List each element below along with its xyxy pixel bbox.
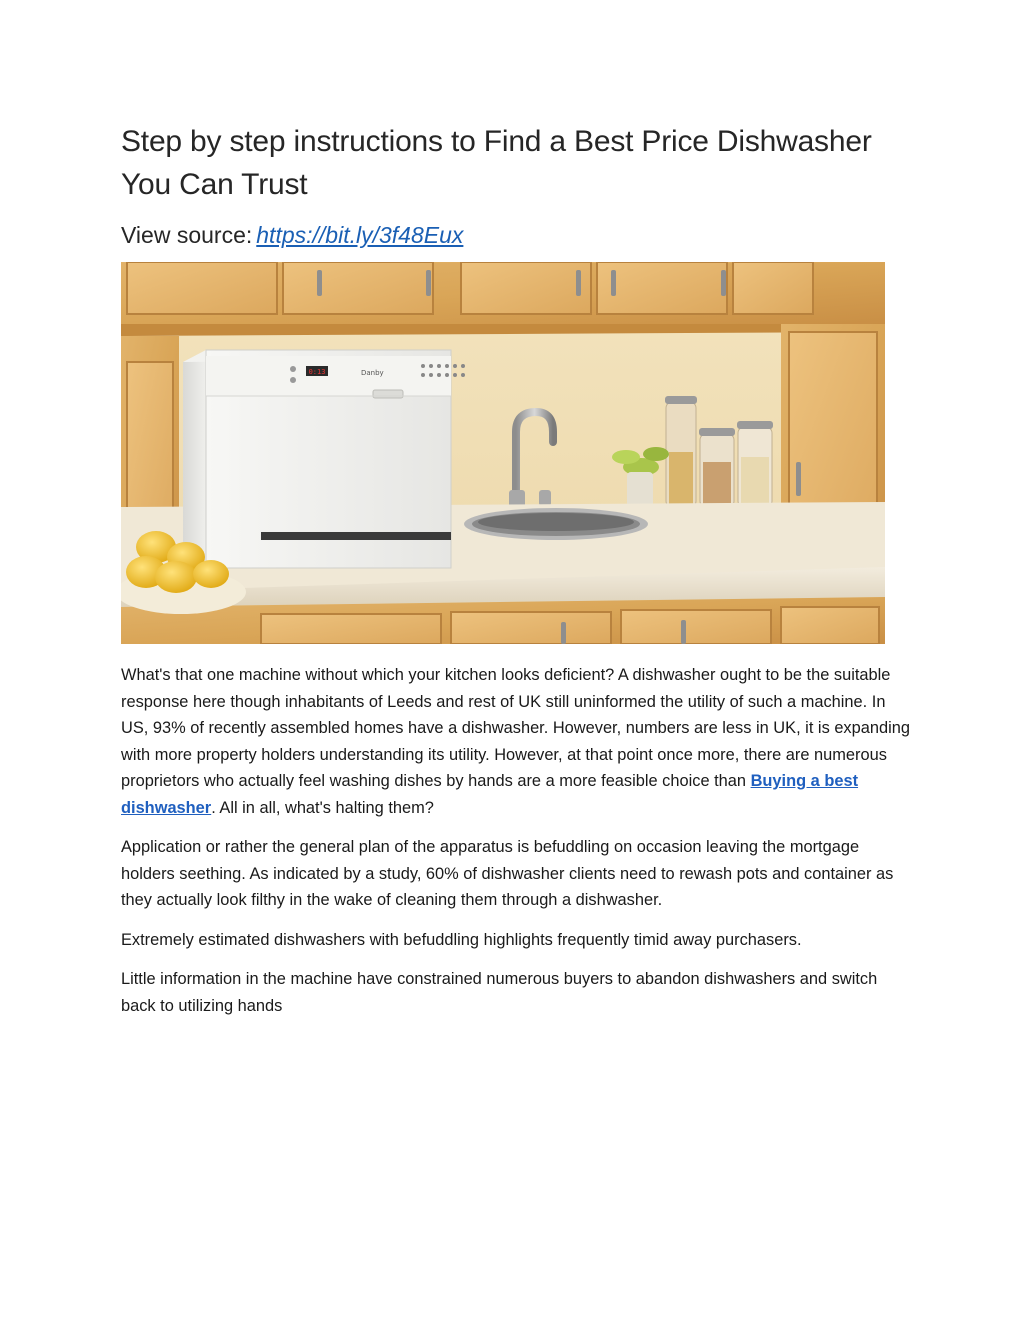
document-page (121, 120, 911, 1032)
source-line (121, 220, 911, 250)
paragraph-2: Application or rather the general plan of the apparatus is befuddling on occasion leaving the mortgage holders seething. As indicated by a study, 60% of dishwasher clients need to rewash pots and container as they actually look filthy in the wake of cleaning them through a dishwasher. (121, 838, 894, 909)
paragraph-4: Little information in the machine have constrained numerous buyers to abandon dishwashers and switch back to utilizing hands (121, 970, 878, 1015)
page-title: Step by step instructions to Find a Best Price Dishwasher You Can Trust (121, 125, 872, 201)
paragraph-1-text-before: What's that one machine without which your kitchen looks deficient? A dishwasher ought to be the suitable response here though inhabitants of Leeds and rest of UK still uninformed the utility of such a machine. In US, 93% of recently assembled homes have a dishwasher. However, numbers are less in UK, it is expanding with more property holders understanding its utility. However, at that point once more, there are numerous proprietors who actually feel washing dishes by hands are a more feasible choice than (121, 666, 910, 790)
article-body (121, 662, 911, 1019)
buy-dishwasher-link[interactable]: Buying a best dishwasher (121, 772, 859, 817)
paragraph-1 (121, 662, 911, 821)
source-label: View source: (121, 222, 253, 248)
paragraph-3: Extremely estimated dishwashers with befuddling highlights frequently timid away purchasers. (121, 930, 802, 949)
source-link[interactable]: https://bit.ly/3f48Eux (256, 222, 464, 248)
paragraph-1-text-after: . All in all, what's halting them? (211, 798, 434, 817)
kitchen-dishwasher-image (121, 262, 885, 644)
svg-text:Danby: Danby (361, 369, 384, 377)
svg-text:0:13: 0:13 (308, 368, 326, 376)
